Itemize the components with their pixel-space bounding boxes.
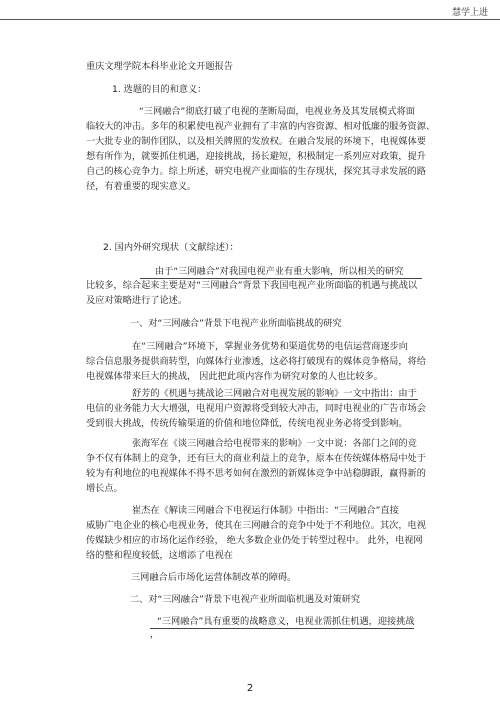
text-line: 威胁广电企业的核心电视业务，使其在三网融合的竞争中处于不利地位。其次，电视 [86, 520, 426, 531]
text-line: 增长点。 [86, 483, 123, 494]
underline [140, 278, 422, 279]
text-line: “三网融合”具有重要的战略意义，电视业需抓住机遇，迎接挑战 [157, 616, 415, 627]
text-line: 三网融合后市场化运营体制改革的障碍。 [131, 572, 297, 583]
brand-label: 慧学上进 [451, 8, 488, 18]
text-line: 一大批专业的制作团队，以及相关牌照的发放权。在融合发展的环境下，电视媒体要 [86, 136, 426, 147]
text-line: 张海军在《谈三网融合给电视带来的影响》一文中说：各部门之间的竞 [132, 438, 417, 449]
text-line: 舒芳的《机遇与挑战论三网融合对电视发展的影响》一文中指出：由于 [132, 388, 417, 399]
text-line: 受到很大挑战，传统传输渠道的价值和地位降低，传统电视业务必将受到影响。 [86, 418, 408, 429]
text-line: 在“三网融合”环境下，掌握业务优势和渠道优势的电信运营商逐步向 [132, 341, 408, 352]
text-line: 比较多，综合起来主要是对“三网融合”背景下我国电视产业所面临的机遇与挑战以 [86, 280, 418, 291]
text-line: ， [150, 629, 160, 640]
underline [131, 399, 418, 400]
page-number: 2 [246, 683, 254, 694]
text-line: 临较大的冲击。多年的积累使电视产业拥有了丰富的内容资源、相对低廉的服务资源、 [86, 121, 436, 132]
text-line: 传媒缺少相应的市场化运作经验， 绝大多数企业仍处于转型过程中。 此外，电视网 [86, 535, 423, 546]
text-line: 径，有着重要的现实意义。 [86, 181, 197, 192]
subsection-1-heading: 一、对“三网融合”背景下电视产业所面临挑战的研究 [130, 318, 342, 329]
text-line: “三网融合”彻底打破了电视的垄断局面，电视业务及其发展模式将面 [139, 106, 415, 117]
subsection-2-heading: 二、对“三网融合”背景下电视产业所面临机遇及对策研究 [130, 594, 361, 605]
text-line: 想有所作为，就要抓住机遇，迎接挑战，扬长避短，积极制定一系列应对政策，提升 [86, 151, 426, 162]
text-line: 综合信息服务提供商转型，向媒体行业渗透，这必将打破现有的媒体竞争格局，将给 [86, 356, 426, 367]
section-1-heading: 1. 选题的目的和意义： [112, 84, 207, 95]
underline [150, 628, 414, 629]
text-line: 较为有利地位的电视媒体不得不思考如何在激烈的新媒体竞争中站稳脚跟，赢得新的 [86, 468, 426, 479]
text-line: 络的整和程度较低，这增添了电视在 [86, 550, 233, 561]
text-line: 由于“三网融合”对我国电视产业有重大影响，所以相关的研究 [155, 266, 404, 277]
text-line: 争不仅有体制上的竞争，还有巨大的商业利益上的竞争，原本在传统媒体格局中处于 [86, 453, 426, 464]
header-rule [0, 19, 500, 20]
text-line: 电信的业务能力大大增强，电视用户资源将受到较大冲击，同时电视业的广告市场会 [86, 403, 426, 414]
text-line: 及应对策略进行了论述。 [86, 295, 188, 306]
report-title: 重庆文理学院本科毕业论文开题报告 [86, 61, 233, 72]
section-2-heading: 2. 国内外研究现状（文献综述）： [103, 242, 239, 253]
text-line: 崔杰在《解读三网融合下电视运行体制》中指出：“三网融合”直接 [132, 505, 399, 516]
text-line: 电视媒体带来巨大的挑战， 因此把此项内容作为研究对象的人也比较多。 [86, 371, 383, 382]
text-line: 自己的核心竞争力。综上所述，研究电视产业面临的生存现状，探究其寻求发展的路 [86, 166, 426, 177]
